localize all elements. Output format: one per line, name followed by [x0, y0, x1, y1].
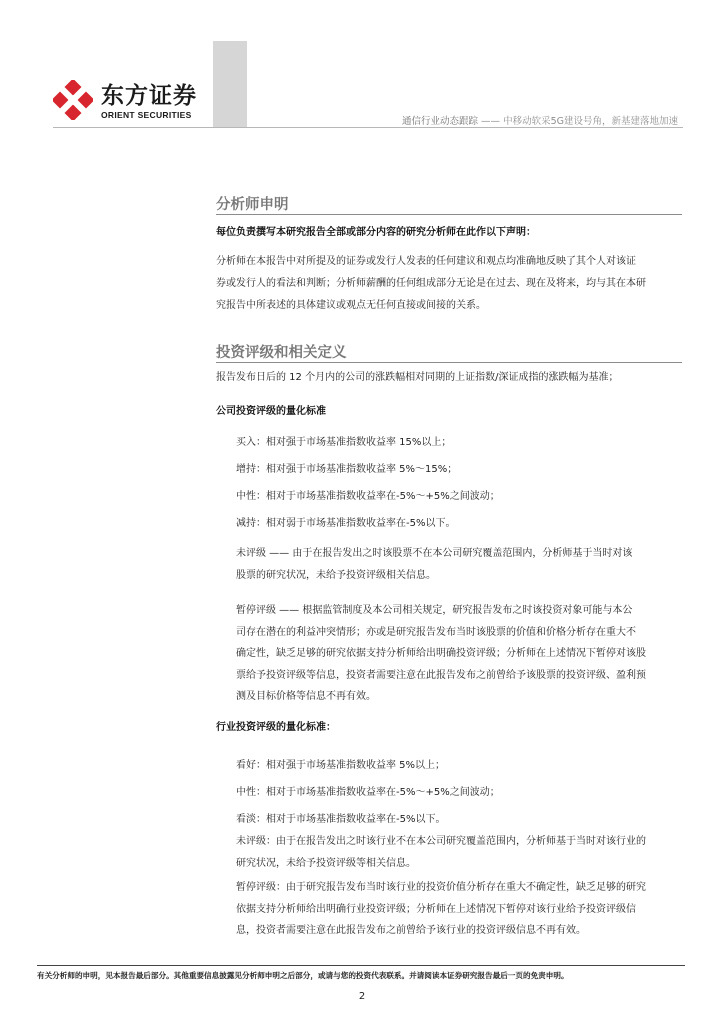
body-line: 票给予投资评级等信息，投资者需要注意在此报告发布之前曾给予该股票的投资评级、盈利预 — [236, 669, 646, 681]
rating-item-reduce: 减持：相对弱于市场基准指数收益率在-5%以下。 — [236, 518, 456, 529]
body-line: 息，投资者需要注意在此报告发布之前曾给予该行业的投资评级信息不再有效。 — [236, 925, 586, 936]
footer-divider — [37, 965, 685, 966]
body-line: 股票的研究状况，未给予投资评级相关信息。 — [236, 570, 436, 581]
analyst-statement-heading: 分析师申明 — [216, 197, 289, 213]
rating-item-negative: 看淡：相对于市场基准指数收益率在-5%以下。 — [236, 814, 446, 825]
body-line: 研究状况，未给予投资评级等相关信息。 — [236, 857, 416, 869]
body-line: 暂停评级：由于研究报告发布当时该行业的投资价值分析存在重大不确定性，缺乏足够的研究 — [236, 882, 646, 893]
industry-unrated-definition — [236, 831, 682, 874]
header-separator: —— — [481, 116, 501, 127]
orient-securities-logo-icon — [53, 80, 93, 120]
analyst-statement-rule — [216, 214, 682, 215]
logo-english-name: ORIENT SECURITIES — [101, 110, 192, 120]
company-unrated-definition — [236, 543, 682, 587]
body-line: 券或发行人的看法和判断；分析师薪酬的任何组成部分无论是在过去、现在及将来，均与其在本研 — [216, 278, 646, 289]
report-category: 通信行业动态跟踪 — [402, 116, 479, 127]
company-logo — [53, 80, 223, 122]
ratings-intro: 报告发布日后的 12 个月内的公司的涨跌幅相对同期的上证指数/深证成指的涨跌幅为基准； — [216, 372, 619, 383]
rating-item-positive: 看好：相对强于市场基准指数收益率 5%以上； — [236, 760, 446, 771]
body-line: 司存在潜在的利益冲突情形；亦或是研究报告发布当时该股票的价值和价格分析存在重大不 — [236, 626, 636, 638]
rating-item-add: 增持：相对强于市场基准指数收益率 5%～15%； — [236, 464, 458, 475]
company-rating-heading: 公司投资评级的量化标准 — [216, 406, 326, 417]
company-rating-list — [236, 429, 500, 537]
running-header — [360, 113, 678, 127]
industry-rating-list — [236, 752, 500, 833]
analyst-statement-lead: 每位负责撰写本研究报告全部或部分内容的研究分析师在此作以下声明： — [216, 227, 536, 238]
body-line: 确定性，缺乏足够的研究依据支持分析师给出明确投资评级；分析师在上述情况下暂停对该股 — [236, 648, 646, 659]
rating-item-buy: 买入：相对强于市场基准指数收益率 15%以上； — [236, 437, 452, 448]
ratings-rule — [216, 362, 682, 363]
body-line: 暂停评级 —— 根据监管制度及本公司相关规定，研究报告发布之时该投资对象可能与本公 — [236, 605, 633, 616]
body-line: 究报告中所表述的具体建议或观点无任何直接或间接的关系。 — [216, 300, 486, 311]
rating-item-neutral: 中性：相对于市场基准指数收益率在-5%～+5%之间波动； — [236, 491, 500, 502]
page-number: 2 — [358, 991, 366, 1002]
footer-disclaimer: 有关分析师的申明，见本报告最后部分。其他重要信息披露见分析师申明之后部分，或请与您的投资代表联系。并请阅读本证券研究报告最后一页的免责申明。 — [37, 971, 569, 980]
analyst-statement-body — [216, 251, 682, 317]
report-title: 中移动软采5G建设号角，新基建落地加速 — [503, 116, 678, 127]
logo-chinese-name: 东方证券 — [101, 83, 197, 109]
industry-rating-heading: 行业投资评级的量化标准： — [216, 722, 336, 733]
header-divider — [53, 127, 683, 128]
ratings-heading: 投资评级和相关定义 — [216, 345, 347, 361]
body-line: 未评级：由于在报告发出之时该行业不在本公司研究覆盖范围内，分析师基于当时对该行业的 — [236, 836, 646, 847]
rating-item-neutral: 中性：相对于市场基准指数收益率在-5%～+5%之间波动； — [236, 787, 500, 798]
body-line: 分析师在本报告中对所提及的证券或发行人发表的任何建议和观点均准确地反映了其个人对该证 — [216, 256, 636, 267]
body-line: 依据支持分析师给出明确行业投资评级；分析师在上述情况下暂停对该行业给予投资评级信 — [236, 903, 636, 915]
body-line: 测及目标价格等信息不再有效。 — [236, 691, 376, 702]
industry-suspended-definition — [236, 877, 682, 942]
body-line: 未评级 —— 由于在报告发出之时该股票不在本公司研究覆盖范围内，分析师基于当时对该 — [236, 548, 633, 559]
company-suspended-definition — [236, 600, 682, 708]
